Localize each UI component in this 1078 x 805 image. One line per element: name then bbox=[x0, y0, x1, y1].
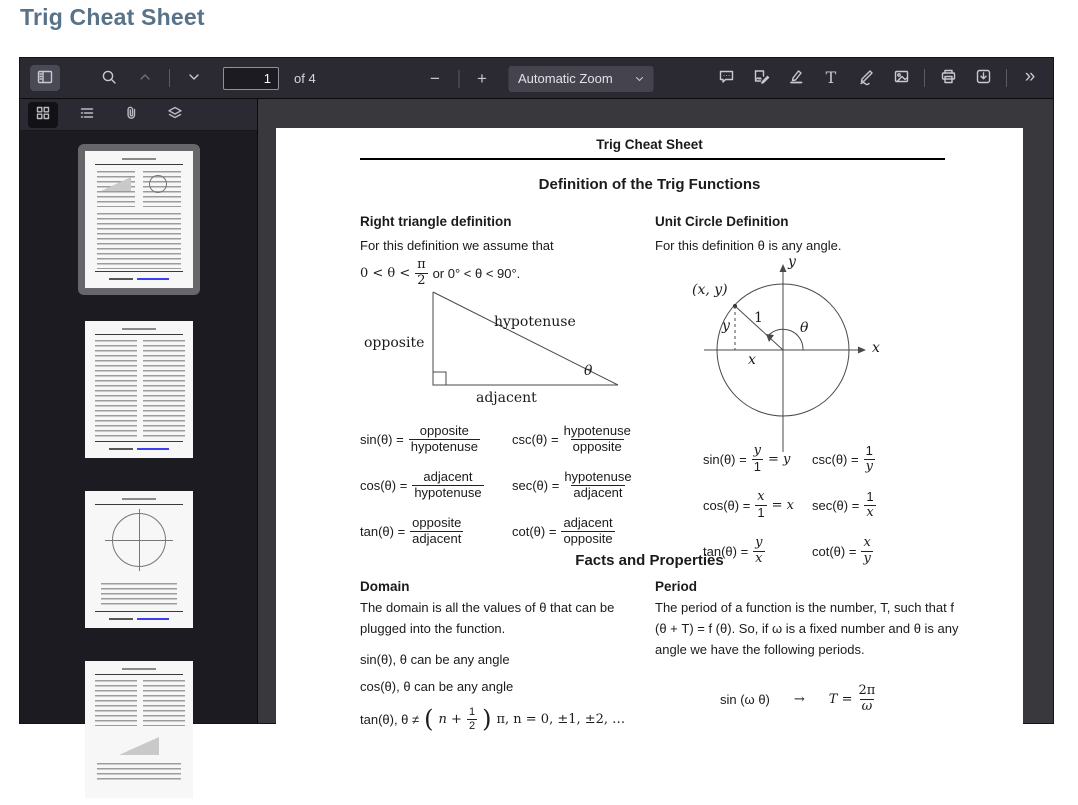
text-tool-icon: T bbox=[825, 68, 837, 87]
label-y-axis: y bbox=[788, 254, 796, 270]
cond-pre: 0 < θ < bbox=[360, 265, 411, 281]
page-number-input[interactable] bbox=[223, 67, 279, 90]
right-triangle-formulas bbox=[360, 424, 632, 547]
formula-sec: sec(θ) = $\frac{\text{hypotenuse}}{\text{adjacent}}$ bbox=[512, 468, 632, 500]
toolbar-separator bbox=[1006, 69, 1007, 87]
download-icon bbox=[975, 68, 992, 88]
unit-circle-line1: For this definition θ is any angle. bbox=[655, 238, 842, 253]
chevron-up-icon bbox=[137, 69, 153, 88]
save-button[interactable] bbox=[968, 65, 998, 91]
doc-section-facts: Facts and Properties bbox=[575, 552, 724, 569]
domain-sin-line: sin(θ), θ can be any angle bbox=[360, 652, 510, 667]
label-opposite: opposite bbox=[364, 335, 425, 351]
right-triangle-heading: Right triangle definition bbox=[360, 214, 512, 229]
toolbar-left-group bbox=[20, 65, 316, 91]
right-triangle-line1: For this definition we assume that bbox=[360, 238, 554, 253]
doc-title-rule bbox=[360, 158, 945, 160]
zoom-controls bbox=[420, 58, 653, 99]
image-tool-button[interactable] bbox=[886, 65, 916, 91]
signature-tool-button[interactable] bbox=[746, 65, 776, 91]
cond-fraction bbox=[415, 258, 427, 289]
toolbar-separator bbox=[169, 69, 170, 87]
thumbnail-page-2[interactable] bbox=[78, 314, 200, 465]
page-count-label: of 4 bbox=[294, 70, 316, 86]
search-icon bbox=[101, 69, 117, 88]
thumbnails-icon bbox=[35, 105, 51, 124]
thumbnail-list bbox=[20, 131, 257, 723]
formula-tan: tan(θ) = $\frac{\text{opposite}}{\text{adjacent}}$ bbox=[360, 514, 462, 546]
outline-icon bbox=[79, 105, 95, 124]
search-button[interactable] bbox=[94, 65, 124, 91]
previous-page-button[interactable] bbox=[130, 65, 160, 91]
more-tools-button[interactable]: » bbox=[1015, 65, 1045, 91]
thumbnail-page-3-preview bbox=[85, 491, 193, 628]
document-view[interactable] bbox=[259, 99, 1053, 734]
image-icon bbox=[893, 68, 910, 88]
zoom-out-button[interactable] bbox=[420, 66, 450, 92]
formula-cot: cot(θ) = $\frac{x}{y}$ bbox=[812, 534, 871, 566]
formula-sec: sec(θ) = $\frac{1}{x}$ bbox=[812, 488, 874, 520]
label-adjacent: adjacent bbox=[476, 390, 537, 406]
plus-icon: + bbox=[477, 69, 487, 88]
highlight-tool-button[interactable] bbox=[781, 65, 811, 91]
formula-cos: cos(θ) = $\frac{x}{1}$ = x bbox=[703, 488, 794, 520]
signature-icon bbox=[753, 68, 770, 88]
sidebar bbox=[20, 99, 258, 723]
pdf-viewer bbox=[20, 58, 1053, 734]
outline-view-button[interactable] bbox=[72, 102, 102, 128]
unit-circle-figure bbox=[680, 256, 890, 454]
zoom-level-select[interactable] bbox=[508, 66, 653, 92]
label-radius-1: 1 bbox=[754, 310, 763, 326]
attachments-view-button[interactable] bbox=[116, 102, 146, 128]
formula-csc: csc(θ) = $\frac{\text{hypotenuse}}{\text{opposite}}$ bbox=[512, 423, 631, 454]
next-page-button[interactable] bbox=[179, 65, 209, 91]
doc-title: Trig Cheat Sheet bbox=[596, 137, 703, 152]
printer-icon bbox=[940, 68, 957, 88]
cond-num: π bbox=[417, 257, 426, 272]
formula-cos: cos(θ) = $\frac{\text{adjacent}}{\text{hypotenuse}}$ bbox=[360, 468, 482, 500]
minus-icon: − bbox=[430, 69, 440, 88]
formula-csc: csc(θ) = $\frac{1}{y}$ bbox=[812, 443, 873, 474]
domain-heading: Domain bbox=[360, 579, 410, 594]
thumbnail-page-4-preview bbox=[85, 661, 193, 798]
pen-icon bbox=[858, 68, 875, 88]
toolbar-right-group bbox=[711, 65, 1053, 91]
thumbnail-page-1[interactable] bbox=[78, 144, 200, 295]
toolbar bbox=[20, 58, 1053, 99]
unit-circle-formulas bbox=[703, 444, 881, 567]
domain-cos-line: cos(θ), θ can be any angle bbox=[360, 679, 514, 694]
draw-tool-button[interactable] bbox=[851, 65, 881, 91]
cond-post: or 0° < θ < 90°. bbox=[432, 265, 521, 281]
formula-sin: sin(θ) = $\frac{\text{opposite}}{\text{hypotenuse}}$ bbox=[360, 423, 478, 454]
sidebar-toggle-button[interactable] bbox=[30, 65, 60, 91]
period-heading: Period bbox=[655, 579, 698, 594]
cond-den: 2 bbox=[417, 272, 426, 288]
formula-tan: tan(θ) = $\frac{y}{x}$ bbox=[703, 534, 763, 566]
right-triangle-condition bbox=[360, 258, 520, 289]
layers-view-button[interactable] bbox=[160, 102, 190, 128]
right-triangle-figure bbox=[360, 288, 640, 416]
label-theta: θ bbox=[584, 363, 593, 379]
chevron-down-icon bbox=[633, 73, 645, 85]
period-formula: sin (ω θ) → T = $\frac{2\pi}{\omega}$ bbox=[720, 683, 876, 714]
toolbar-separator bbox=[458, 70, 459, 88]
comment-icon bbox=[718, 68, 735, 88]
formula-cot: cot(θ) = $\frac{\text{adjacent}}{\text{opposite}}$ bbox=[512, 514, 613, 546]
label-point-xy: (x, y) bbox=[692, 282, 728, 298]
thumbnails-view-button[interactable] bbox=[28, 102, 58, 128]
label-x-segment: x bbox=[748, 352, 756, 368]
pdf-page-1 bbox=[276, 128, 1023, 768]
formula-sin: sin(θ) = $\frac{y}{1}$ = y bbox=[703, 443, 791, 474]
label-theta: θ bbox=[800, 320, 809, 336]
highlighter-icon bbox=[788, 68, 805, 88]
chevron-down-icon bbox=[186, 69, 202, 88]
thumbnail-page-2-preview bbox=[85, 321, 193, 458]
print-button[interactable] bbox=[933, 65, 963, 91]
thumbnail-page-1-preview bbox=[85, 151, 193, 288]
toolbar-separator bbox=[924, 69, 925, 87]
label-x-axis: x bbox=[872, 340, 880, 356]
doc-section-definitions: Definition of the Trig Functions bbox=[538, 176, 761, 193]
sidebar-toggle-icon bbox=[37, 69, 53, 88]
period-paragraph: The period of a function is the number, T, such that f (θ + T) = f (θ). So, if ω is a fixed number and θ is any angle we have the following periods. bbox=[655, 600, 959, 657]
zoom-level-value: Automatic Zoom bbox=[518, 71, 613, 86]
unit-circle-heading: Unit Circle Definition bbox=[655, 214, 789, 229]
comment-tool-button[interactable] bbox=[711, 65, 741, 91]
zoom-in-button[interactable] bbox=[467, 66, 497, 92]
domain-tan-line: tan(θ), θ ≠ ( n + $\frac{1}{2}$ ) π, n = 0, ±1, ±2, … bbox=[360, 705, 626, 734]
label-hypotenuse: hypotenuse bbox=[494, 314, 576, 330]
close-paren: ) bbox=[482, 705, 492, 734]
paperclip-icon bbox=[123, 105, 139, 124]
domain-paragraph: The domain is all the values of θ that can be plugged into the function. bbox=[360, 600, 615, 636]
sidebar-view-switcher bbox=[20, 99, 257, 131]
layers-icon bbox=[167, 105, 183, 124]
page-title: Trig Cheat Sheet bbox=[20, 4, 205, 30]
label-y-segment: y bbox=[722, 318, 730, 334]
text-tool-button[interactable] bbox=[816, 65, 846, 91]
thumbnail-page-4[interactable] bbox=[78, 654, 200, 805]
thumbnail-page-3[interactable] bbox=[78, 484, 200, 635]
open-paren: ( bbox=[424, 705, 434, 734]
arrow-glyph: → bbox=[793, 691, 805, 707]
